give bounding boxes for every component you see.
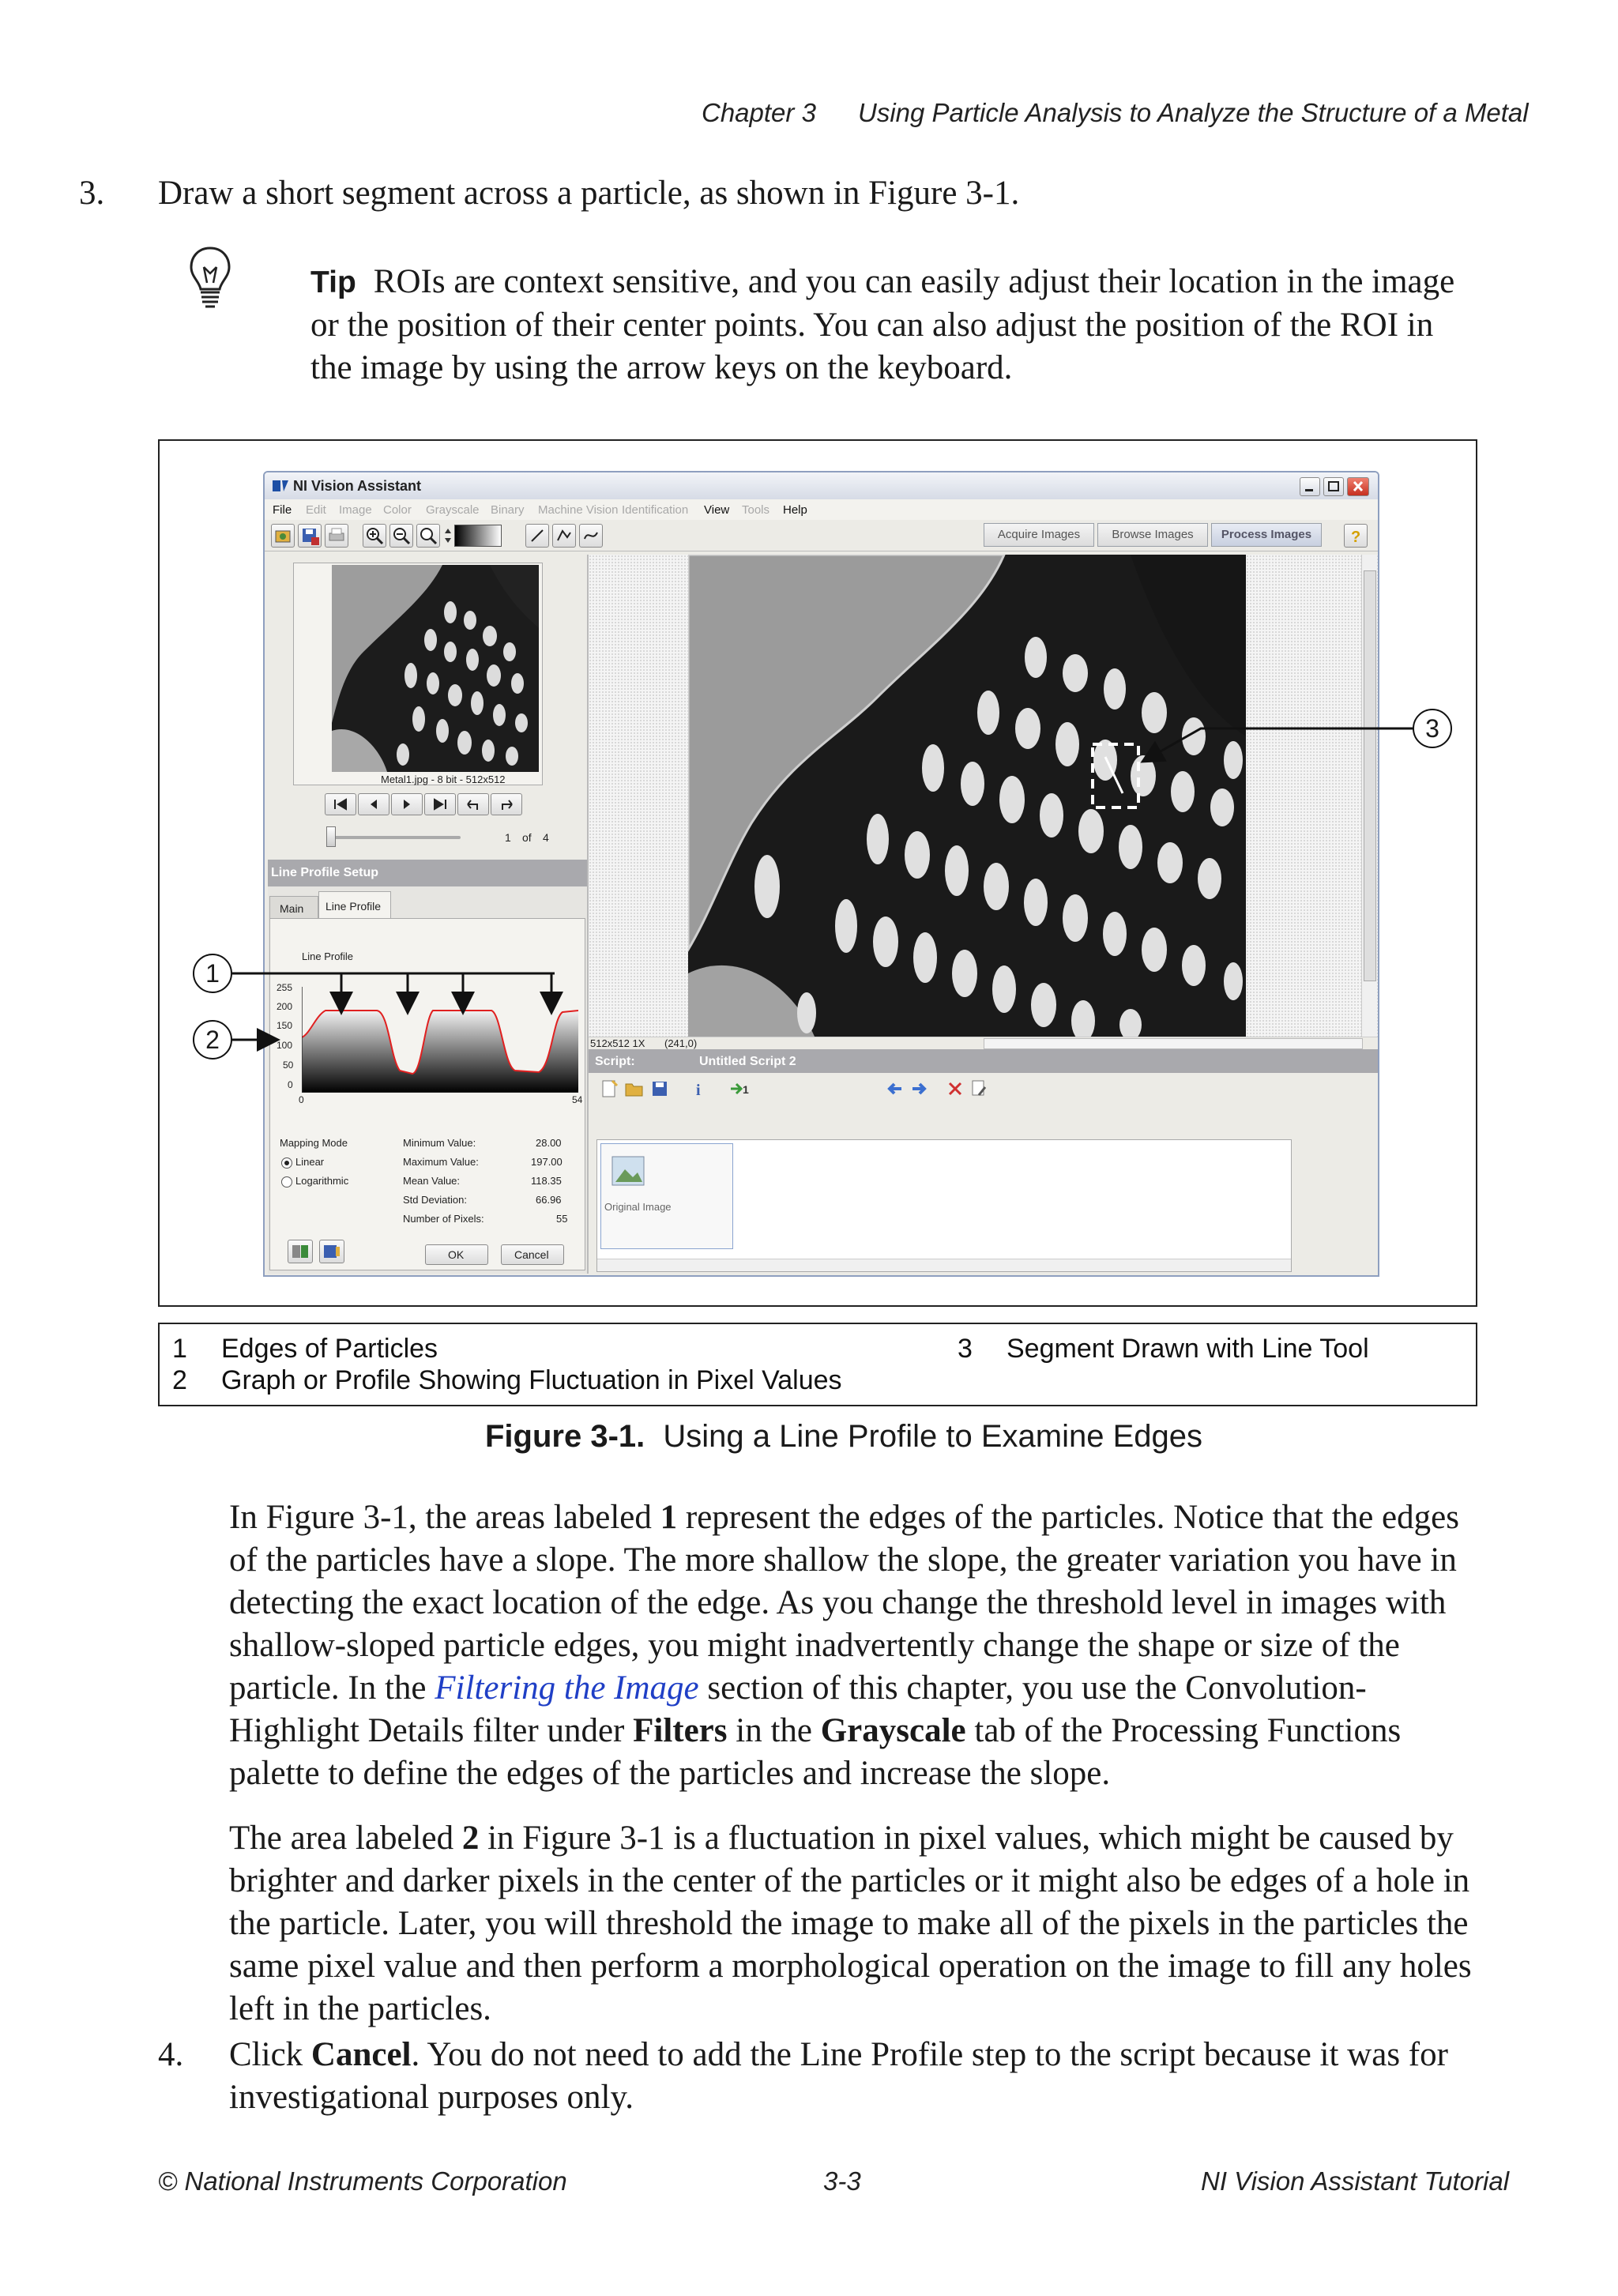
first-image-button[interactable]: [325, 793, 356, 815]
p2-bold-2: 2: [461, 1820, 480, 1857]
y-tick-100: 100: [277, 1040, 293, 1051]
print-icon[interactable]: [325, 524, 348, 548]
tab-line-profile[interactable]: Line Profile: [318, 891, 391, 918]
filtering-the-image-link[interactable]: Filtering the Image: [435, 1669, 699, 1707]
stat-std-label: Std Deviation:: [403, 1194, 467, 1206]
tab-acquire-images[interactable]: Acquire Images: [984, 523, 1094, 547]
p1-bold-grayscale: Grayscale: [820, 1712, 966, 1749]
zoom-stepper[interactable]: [443, 524, 453, 548]
step4-bold-cancel: Cancel: [310, 2036, 412, 2073]
previous-image-button[interactable]: [358, 793, 389, 815]
stat-min-label: Minimum Value:: [403, 1137, 476, 1149]
callout-2: 2: [193, 1020, 232, 1060]
move-step-left-icon[interactable]: [884, 1078, 906, 1100]
polyline-tool-icon[interactable]: [552, 524, 576, 548]
y-tick-50: 50: [283, 1060, 294, 1071]
step-number: 3.: [79, 175, 105, 212]
menu-machine-vision[interactable]: Machine Vision: [538, 503, 619, 517]
svg-text:1: 1: [743, 1083, 749, 1096]
svg-text:?: ?: [1351, 529, 1361, 546]
stat-min-value: 28.00: [536, 1137, 562, 1149]
tab-main[interactable]: Main: [269, 896, 318, 918]
image-slider-track[interactable]: [326, 836, 461, 839]
move-step-right-icon[interactable]: [908, 1078, 930, 1100]
step-number: 4.: [158, 2036, 184, 2073]
thumbnail-caption: Metal1.jpg - 8 bit - 512x512: [381, 773, 506, 785]
line-profile-graph[interactable]: [302, 987, 578, 1093]
stat-max-value: 197.00: [531, 1156, 563, 1168]
status-coord: (241,0): [664, 1037, 698, 1049]
figure-caption: [485, 1419, 1202, 1455]
stat-max-label: Maximum Value:: [403, 1156, 479, 1168]
title-bar: [265, 472, 1379, 499]
radio-linear[interactable]: [281, 1157, 292, 1169]
freehand-tool-icon[interactable]: [579, 524, 603, 548]
step-4: [158, 2034, 1479, 2119]
zoom-out-icon[interactable]: [389, 524, 413, 548]
panel-header: [268, 860, 587, 886]
stat-mean-value: 118.35: [531, 1175, 562, 1187]
image-viewer: [589, 555, 1379, 1049]
p1-text-a: In Figure 3-1, the areas labeled: [229, 1499, 660, 1536]
last-image-button[interactable]: [424, 793, 456, 815]
edit-step-icon[interactable]: [968, 1078, 990, 1100]
y-tick-255: 255: [277, 982, 293, 993]
lightbulb-icon: [186, 243, 234, 314]
p1-bold-1: 1: [660, 1499, 678, 1536]
legend-3-text: Segment Drawn with Line Tool: [1007, 1334, 1369, 1364]
legend-3-num: 3: [958, 1334, 973, 1364]
menu-image[interactable]: Image: [339, 503, 372, 517]
save-script-icon[interactable]: [649, 1078, 671, 1100]
app-window: [263, 471, 1379, 1277]
cancel-button[interactable]: Cancel: [501, 1244, 564, 1265]
p1-text-d: section of this chapter, you use the Convolution-Highlight Details filter under: [229, 1669, 1367, 1749]
menu-help[interactable]: Help: [783, 503, 807, 517]
line-tool-icon[interactable]: [525, 524, 549, 548]
script-horizontal-scrollbar[interactable]: [597, 1259, 1291, 1271]
ok-button[interactable]: OK: [425, 1244, 488, 1265]
menu-tools[interactable]: Tools: [742, 503, 770, 517]
svg-text:i: i: [696, 1082, 701, 1099]
legend-1-num: 1: [172, 1334, 187, 1364]
menu-edit[interactable]: Edit: [306, 503, 326, 517]
palette-gradient[interactable]: [454, 525, 502, 547]
p1-text-c: represent the edges of the particles. Notice that the edges of the particles have a slope. The more shallow the slope, the greater variation you have in detecting the exact location of the edge. As you change the threshold level in images with shallow-sloped particle edges, you might inadvertently change the shape or size of the particle. In the: [229, 1499, 1459, 1707]
zoom-in-icon[interactable]: [363, 524, 386, 548]
left-panel: [268, 555, 589, 1274]
stat-mean-label: Mean Value:: [403, 1175, 461, 1187]
radio-logarithmic[interactable]: [281, 1176, 292, 1188]
menu-grayscale[interactable]: Grayscale: [426, 503, 480, 517]
figure-title: Using a Line Profile to Examine Edges: [663, 1419, 1202, 1454]
menu-color[interactable]: Color: [383, 503, 412, 517]
paragraph-2: [229, 1817, 1479, 2031]
menu-file[interactable]: File: [273, 503, 292, 517]
y-tick-0: 0: [288, 1079, 293, 1090]
line-profile-setup-panel: [268, 860, 587, 1274]
graph-title: Line Profile: [302, 950, 354, 962]
image-counter-total: 4: [543, 831, 549, 844]
redo-button[interactable]: [491, 793, 522, 815]
tab-browse-images[interactable]: Browse Images: [1097, 523, 1208, 547]
acquire-image-button[interactable]: [271, 524, 295, 548]
tip-text: ROIs are context sensitive, and you can easily adjust their location in the image or the position of their center points. You can also adjust the position of the ROI in the image by using the arrow keys on the keyboard.: [310, 263, 1455, 386]
next-image-button[interactable]: [391, 793, 423, 815]
image-counter-of: of: [522, 831, 532, 844]
minimize-button[interactable]: [1300, 477, 1320, 496]
delete-step-icon[interactable]: [944, 1078, 966, 1100]
legend-2-num: 2: [172, 1365, 187, 1395]
step4-text-c: . You do not need to add the Line Profile step to the script because it was for investigational purposes only.: [229, 2036, 1448, 2116]
p2-text-c: in Figure 3-1 is a fluctuation in pixel values, which might be caused by brighter and darker pixels in the center of the particles or it might also be edges of a hole in the particle. Later, you will threshold the image to make all of the pixels in the particles the same pixel value and then perform a morphological operation on the image to fill any holes left in the particles.: [229, 1820, 1472, 2027]
tip-note: [310, 261, 1480, 390]
ni-logo-icon: [271, 477, 290, 495]
radio-linear-label: Linear: [295, 1156, 325, 1168]
undo-button[interactable]: [457, 793, 489, 815]
toolbar: [265, 520, 1379, 551]
viewer-status-bar: [589, 1037, 1379, 1049]
running-header-chapter: Chapter 3: [702, 98, 816, 127]
tab-process-images[interactable]: Process Images: [1211, 523, 1322, 547]
script-header: [589, 1049, 1379, 1073]
legend-2-text: Graph or Profile Showing Fluctuation in Pixel Values: [221, 1365, 842, 1395]
running-header-title: Using Particle Analysis to Analyze the Structure of a Metal: [858, 98, 1529, 127]
script-toolbar: [589, 1073, 1379, 1105]
legend-1-text: Edges of Particles: [221, 1334, 438, 1364]
viewer-scroll-thumb[interactable]: [1364, 570, 1376, 981]
maximize-button[interactable]: [1323, 477, 1344, 496]
paragraph-1: [229, 1496, 1479, 1795]
footer-page-number: 3-3: [823, 2166, 861, 2196]
stat-pixels-value: 55: [556, 1213, 568, 1225]
viewer-horizontal-scrollbar[interactable]: [984, 1038, 1363, 1049]
save-image-icon[interactable]: [298, 524, 322, 548]
new-script-icon[interactable]: [598, 1078, 620, 1100]
callout-1: 1: [193, 954, 232, 993]
script-step-label: Original Image: [604, 1201, 672, 1213]
menu-bar: [265, 499, 1379, 520]
callout-3: 3: [1413, 709, 1452, 748]
image-counter-current: 1: [505, 831, 511, 844]
menu-identification[interactable]: Identification: [622, 503, 689, 517]
y-tick-150: 150: [277, 1020, 293, 1031]
metal-image[interactable]: [688, 555, 1246, 1037]
p1-text-h: tab of the Processing Functions palette to define the edges of the particles and increase the slope.: [229, 1712, 1402, 1792]
tab-content: [269, 918, 585, 1270]
p2-text-a: The area labeled: [229, 1820, 462, 1857]
footer-left: © National Instruments Corporation: [158, 2166, 567, 2196]
panel-title: Line Profile Setup: [271, 866, 379, 879]
script-steps-area: [596, 1139, 1292, 1272]
metal-thumbnail[interactable]: [332, 565, 539, 772]
script-label: Script:: [595, 1055, 635, 1068]
help-icon[interactable]: [1344, 524, 1368, 548]
thumbnail-frame: [293, 563, 543, 785]
step4-text-a: Click: [229, 2036, 311, 2073]
figure-label: Figure 3-1.: [485, 1419, 645, 1454]
tip-label: Tip: [310, 265, 356, 299]
image-slider-thumb[interactable]: [326, 826, 336, 847]
viewer-vertical-scrollbar[interactable]: [1361, 555, 1377, 1037]
p1-text-f: in the: [727, 1712, 821, 1749]
script-name: Untitled Script 2: [699, 1055, 796, 1068]
stat-pixels-label: Number of Pixels:: [403, 1213, 484, 1225]
zoom-fit-icon[interactable]: [416, 524, 440, 548]
stat-std-value: 66.96: [536, 1194, 562, 1206]
p1-bold-filters: Filters: [633, 1712, 728, 1749]
x-tick-0: 0: [299, 1094, 304, 1105]
app-title: NI Vision Assistant: [293, 478, 422, 494]
step-text: Draw a short segment across a particle, as shown in Figure 3-1.: [158, 175, 1020, 212]
menu-view[interactable]: View: [704, 503, 730, 517]
step-3: [79, 172, 1477, 215]
run-once-icon[interactable]: [728, 1078, 756, 1100]
export-data-icon[interactable]: [319, 1240, 344, 1263]
menu-binary[interactable]: Binary: [491, 503, 525, 517]
open-script-icon[interactable]: [623, 1078, 645, 1100]
script-step-original-image[interactable]: [600, 1143, 733, 1249]
y-tick-200: 200: [277, 1001, 293, 1012]
radio-logarithmic-label: Logarithmic: [295, 1175, 349, 1187]
save-results-icon[interactable]: [288, 1240, 313, 1263]
x-tick-54: 54: [572, 1094, 583, 1105]
image-step-icon: [611, 1155, 645, 1187]
close-button[interactable]: [1347, 477, 1369, 496]
status-size: 512x512 1X: [590, 1037, 645, 1049]
mapping-mode-label: Mapping Mode: [280, 1137, 348, 1149]
info-icon[interactable]: [688, 1078, 710, 1100]
figure-legend: [158, 1323, 1477, 1406]
footer-right: NI Vision Assistant Tutorial: [1201, 2166, 1510, 2196]
